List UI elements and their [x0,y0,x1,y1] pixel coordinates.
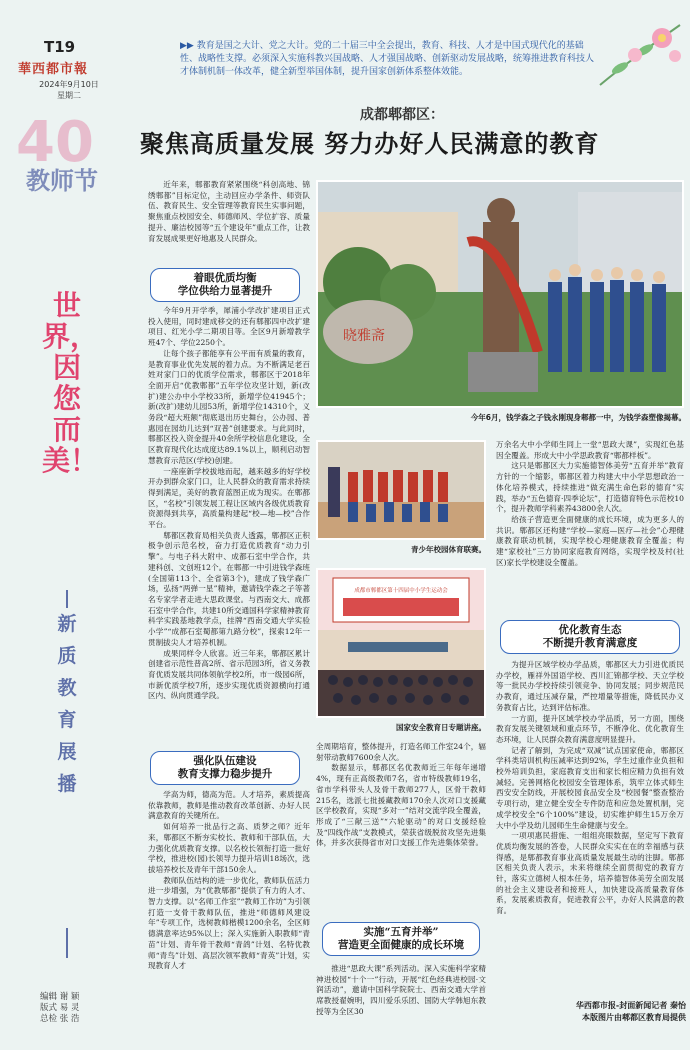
date-text: 2024年9月10日 [39,80,99,89]
divider [66,928,68,958]
paragraph: 教师队伍结构的进一步优化，教师队伍活力进一步增强，为“优教郫都”提供了有力的人才、智力支撑。以“名师工作室”“教师工作坊”为引领打造一支骨干教师队伍，推进“师德师风建设年”专项工作，选树教师楷模1200余名，全区师德满意率达95%以上；深入实施新入职教师“青苗”计划、青年骨干教师“青鸽”计划、名特优教师“青鸟”计划、高层次领军教师“青英”计划，实现教育人才 [148,875,310,971]
paragraph: 如何培养一批品行之高、质梦之师？近年来，郫都区不断夯实校长、教师和干部队伍，大力强化优质教育支撑。以名校长领衔打造一批好学校，推进校(园)长领导力提升培训18场次，选拔培养校长及青年干部150余人。 [148,822,310,874]
paragraph: 万余名大中小学师生同上一堂“思政大课”，实现红色基因全覆盖。形成大中小学思政教育“郫都样板”。 [496,440,684,460]
flower-decoration-icon [590,20,685,90]
headline: 聚焦高质量发展 努力办好人民满意的教育 [140,129,600,158]
main-photo [316,180,684,408]
column-3-body-2 [496,660,684,998]
paragraph: 成果同样令人欣喜。近三年来，郫都区累计创建省示范性普高2所、省示范园3所，省义务教育优质发展共同体领航学校2所，市一级园6所，市新优质学校7所，逐步实现优质资源横向打通区内、纵向贯通学段。 [148,648,310,701]
column-2-body [316,742,486,920]
column-name: 新质教育展播 [57,613,77,795]
newspaper-name: 華西都市報 [18,62,89,77]
lecture-photo [316,568,486,718]
volleyball-team-image [318,442,484,538]
paragraph: 今年9月开学季，犀浦小学改扩建项目正式投入使用，同时建成移交的还有郫都四中改扩建项目、红光小学二期项目等。全区9月新增教学班47个、学位2250个。 [148,306,310,348]
weekday-text: 星期二 [57,91,81,100]
section-title-1: 着眼优质均衡 学位供给力显著提升 [150,268,300,302]
paragraph: 推进“思政大课”系列活动。深入实施科学家精神进校园“十个一”行动，开展“红色经典进校园·文润活动”，邀请中国科学院院士、西南交通大学首席教授翟婉明，四川爱乐乐团、国防大学韩旭东教授等为全区30 [316,964,486,1016]
paragraph: 给孩子营造更全面健康的成长环境，成为更多人的共识。郫都区还构建“学校—家庭—医疗—社会”心理健康教育联动机制，实现学校心理健康教育全覆盖；构建“家校社”三方协同家庭教育网络，实现学校及村(社区)家长学校建设全覆盖。 [496,514,684,567]
arrow-icon: ▶▶ [180,41,197,51]
paragraph: 数据显示，郫都区名优教师近三年每年递增4%，现有正高级教师7名，省市特级教师19名，省市学科带头人及骨干教师277人，区骨干教师215名，选派七批援藏教师170余人次对口支援藏区学校教育，实现“多对一”结对交流学段全覆盖，形成了“三献三送”“六轮驱动”的对口支援经验及“四线作战”支教模式，荣获省级脱贫攻坚先进集体，并多次获得省市对口支援工作先进集体荣誉。 [316,763,486,848]
stone-inscription: 晓雅斋 [343,328,385,344]
main-photo-caption: 今年6月，钱学森之子钱永刚现身郫都一中，为钱学森塑像揭幕。 [470,413,686,422]
security-lecture-image [318,570,484,716]
section-title-4: 优化教育生态 不断提升教育满意度 [500,620,680,654]
statue-unveiling-image [318,182,682,406]
paragraph: 一座座新学校拔地而起，越来越多的好学校开办到群众家门口，让人民群众的教育需求持续得到满足，美好的教育蓝图正成为现实。在郫都区，“名校”引领发展工程让区域内各级优质教育资源得到共享，高质量构建起“校—地—校”合作平台。 [148,466,310,530]
column-1-body [148,306,310,747]
column-1-body-2 [148,790,310,1042]
divider [66,590,68,608]
intro-text: 教育是国之大计、党之大计。党的二十届三中全会提出，教育、科技、人才是中国式现代化的基础性、战略性支撑。必须深入实施科教兴国战略、人才强国战略、创新驱动发展战略，统筹推进教育科技人才体制机制一体改革，健全新型举国体制，提升国家创新体系整体效能。 [180,41,595,77]
headline-subtitle: 成都郫都区： [360,107,444,123]
photo-credit [568,1000,686,1024]
page-number: T19 [44,38,76,56]
issue-date [34,79,104,101]
column-2-body-2 [316,964,486,1044]
editor-credits-text: 编辑 谢 颖 版式 易 灵 总检 张 浩 [40,992,80,1024]
banner-text: 成都市郫都区第十四届中小学生运动会 [354,588,448,594]
vertical-slogan: 世界，因您而美！ [42,289,99,477]
section-title-2: 强化队伍建设 教育支撑力稳步提升 [150,751,300,785]
lecture-photo-caption: 国家安全教育日专题讲座。 [396,723,486,732]
teachers-day-logo: 教师节 [26,166,98,195]
paragraph: 郫都区教育局相关负责人透露，郫都区正积极争创示范名校，奋力打造优质教育“动力引擎”。与电子科大附中、成都石室中学合作，共建科创、文创班12个。在郫都一中引进钱学森班(全国第113个、全省第3个)，建成了钱学森广场，弘扬“两弹一星”精神，邀请钱学森之子等著名专家学者走进大思政课堂。与西南交大、成都石室中学合作，共建10所交通国科学家精神教育科学实践基地教学点，挂牌“西南交通大学实验小学”“成都石室蜀都第九路分校”，探索12年一贯制拔尖人才培养机制。 [148,530,310,647]
paragraph: 一项项惠民措施、一组组亮眼数据，坚定写下教育优质均衡发展的答卷，人民群众实实在在的幸福感与获得感，是郫都教育事业高质量发展最生动的注脚。郫都区相关负责人表示，未来将继续全面贯彻党的教育方针，落实立德树人根本任务，培养德智体美劳全面发展的社会主义建设者和接班人，加快建设高质量教育体系，发展素质教育，促进教育公平，办好人民满意的教育。 [496,831,684,916]
paragraph: 记者了解到，为完成“双减”试点国家使命，郫都区学科类培训机构压减率达到92%，学生过重作业负担和校外培训负担，家庭教育支出和家长相应精力负担有效减轻。完善网格化校园安全管理体系，筑牢立体式师生西安安全防线，开展校园食品安全及“校园餐”整查整治专项行动，建立健全安全专件防范和应急处置机制，完成学校安全“6个100%”建设，切实维护师生15万余万大中小学及幼儿园师生生命健康与安全。 [496,745,684,830]
credit-text: 华西都市报-封面新闻记者 秦怡 本版图片由郫都区教育局提供 [575,1001,686,1022]
paragraph: 全周期培育，整体提升，打造名师工作室24个，辐射带动教师7600余人次。 [316,742,486,762]
lead-paragraph: 近年来，郫都教育紧紧围绕“科创高地、锦绣郫都”目标定位，主动回应办学条件、师资队伍、教育民生、安全管理等教育民生实事问题，聚焦重点校园安全、师德师风、学位扩容、质量提升、廉洁校园等“五个建设年”重点工作，让教育发展成果更好地惠及人民群众。 [148,180,310,243]
paragraph: 为提升区域学校办学品质，郫都区大力引进优质民办学校，雁祥外国语学校、西川汇锦都学校、天立学校等一批民办学校持续引领竞争、协同发展；同步规范民办教育，通过压减存量，严控增量等措施，降低民办义务教育占比，达到评估标准。 [496,660,684,712]
sports-photo [316,440,486,540]
intro-paragraph [180,40,600,79]
column-3-body [496,440,684,614]
sports-photo-caption: 青少年校园体育联赛。 [411,545,486,554]
section-title-3: 实施“五育并举” 营造更全面健康的成长环境 [322,922,480,956]
paragraph: 这只是郫都区大力实施德智体美劳“五育并举”教育方针的一个缩影，郫都区着力构建大中小学思想政治一体化培养模式，持续推进“做充满生命色彩的德育”实践，举办“五色德育·四季论坛”，打造德育特色示范校10个，提升教师学科素养43800余人次。 [496,461,684,514]
editor-credits [40,992,120,1025]
paragraph: 学高为师，德高为范。人才培养，素质提高依靠教师，教师是推动教育改革创新、办好人民满意教育的关键所在。 [148,790,310,821]
anniversary-number: 40 [16,110,94,175]
paragraph: 一方面，提升区域学校办学品质，另一方面，围绕教育发展关键领域和重点环节，不断净化、优化教育生态环境，让人民群众教育满意度明显提升。 [496,713,684,744]
paragraph: 让每个孩子都能享有公平而有质量的教育，是教育事业优先发展的着力点。为不断满足老百姓对家门口的优质学位需求，郫都区于2018年全面开启“优教郫都”五年学位攻坚计划，新(改扩)建公办中小学校33所，新增学位41945个；新(改扩)建幼儿园53所，新增学位14310个，义务段“超大班额”彻底退出历史舞台，公办园、普惠园在园幼儿达到“双普”创建要求。与此同时，郫都区投入资金提升40余所学校信息化建设，全区教育现代化达成度达89.1%以上，顺利启动智慧教育示范区(学校)创建。 [148,348,310,465]
